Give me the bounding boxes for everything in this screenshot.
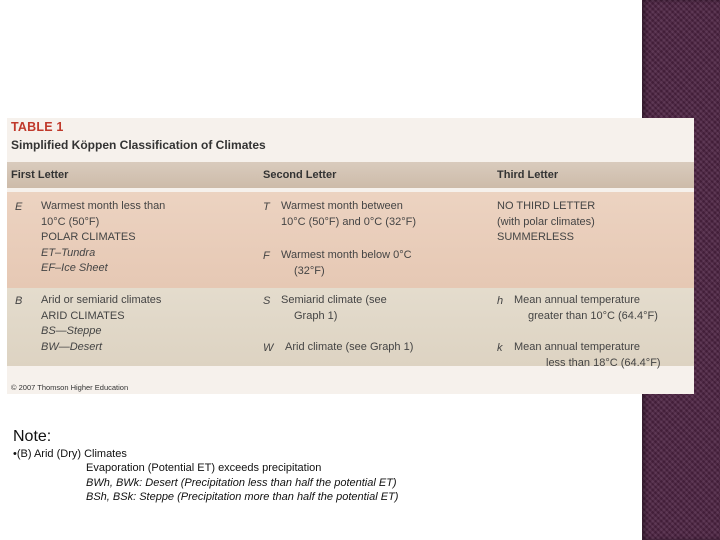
row-e-f-line2: (32°F) [294,264,325,277]
table-title: Simplified Köppen Classification of Climates [11,138,266,152]
row-b-third-h [514,293,658,324]
row-b-letter-w: W [263,342,274,354]
row-b-group: ARID CLIMATES [41,309,125,322]
row-e-sub-icesheet: EF–Ice Sheet [41,262,108,274]
row-b-k-line2: less than 18°C (64.4°F) [546,356,661,369]
row-e-letter-t: T [263,201,270,213]
row-b-h-line1: Mean annual temperature [514,294,640,306]
row-e-t-line1: Warmest month between [281,200,403,212]
row-b-k-line1: Mean annual temperature [514,341,640,353]
row-e-first-cell [41,199,165,277]
row-e-second-f [281,248,412,279]
row-e-description-2: 10°C (50°F) [41,215,100,228]
row-e-description: Warmest month less than [41,200,166,212]
table-row-e [7,192,694,288]
row-b-letter-h: h [497,295,504,307]
row-b-letter-s: S [263,295,271,307]
row-e-letter-f: F [263,250,270,262]
row-b-first-cell [41,293,161,355]
row-e-sub-tundra: ET–Tundra [41,246,96,259]
row-b-second-w [285,340,413,356]
table-row-b [7,288,694,369]
row-b-s-line1: Semiarid climate (see [281,294,387,306]
table-header-row [7,162,694,188]
row-e-third-line1: NO THIRD LETTER [497,200,596,212]
copyright-notice: © 2007 Thomson Higher Education [11,383,129,392]
row-e-f-line1: Warmest month below 0°C [281,249,412,261]
row-e-t-line2: 10°C (50°F) and 0°C (32°F) [281,215,416,228]
row-b-letter-k: k [497,342,503,354]
row-letter-b: B [15,295,23,307]
row-e-group: POLAR CLIMATES [41,231,136,243]
row-b-second-s [281,293,387,324]
header-second-letter: Second Letter [263,169,337,181]
note-line-evaporation: Evaporation (Potential ET) exceeds precipitation [86,462,322,474]
row-e-third-line2: (with polar climates) [497,215,595,228]
note-line-steppe: BSh, BSk: Steppe (Precipitation more than half the potential ET) [86,491,399,503]
row-b-description: Arid or semiarid climates [41,294,162,306]
koppen-table-image [7,118,694,394]
row-b-sub-desert: BW—Desert [41,340,103,353]
table-label: TABLE 1 [11,120,64,134]
row-b-w-line1: Arid climate (see Graph 1) [285,341,414,353]
note-line-desert: BWh, BWk: Desert (Precipitation less than half the potential ET) [86,477,397,489]
row-b-s-line2: Graph 1) [294,309,338,322]
row-e-third-line3: SUMMERLESS [497,231,575,243]
row-b-h-line2: greater than 10°C (64.4°F) [528,309,658,322]
row-e-third-cell [497,199,595,246]
row-e-second-t [281,199,416,230]
row-b-sub-steppe: BS—Steppe [41,325,102,337]
row-b-third-k [514,340,661,371]
header-first-letter: First Letter [11,169,69,181]
note-title: Note: [13,428,52,445]
header-third-letter: Third Letter [497,169,559,181]
note-bullet-item: •(B) Arid (Dry) Climates [13,448,127,460]
row-letter-e: E [15,201,23,213]
